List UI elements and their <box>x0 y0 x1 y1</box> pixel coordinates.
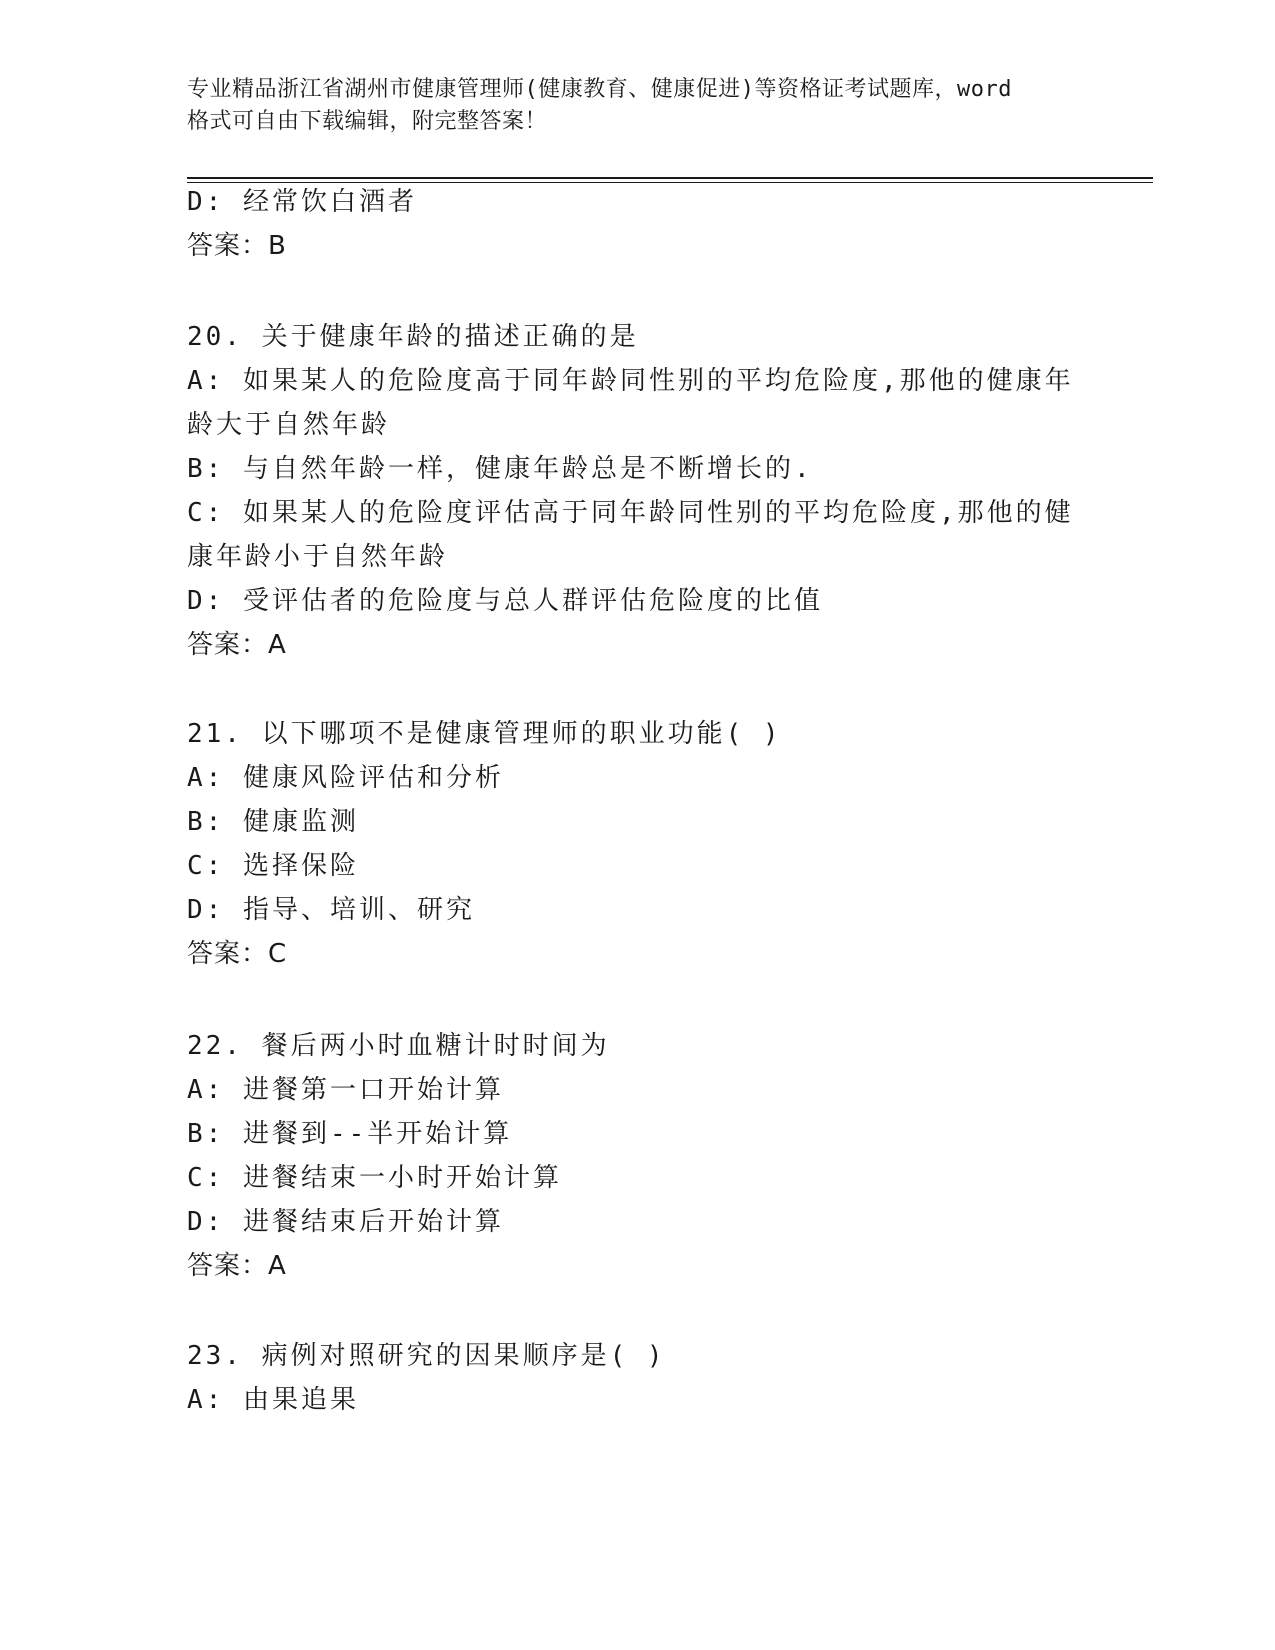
q20-option-c-line2: 康年龄小于自然年龄 <box>187 542 449 572</box>
q22-answer: 答案：A <box>187 1251 287 1281</box>
q20-option-d: D: 受评估者的危险度与总人群评估危险度的比值 <box>187 586 823 616</box>
q23-option-a: A: 由果追果 <box>187 1385 359 1415</box>
header-divider-thin <box>187 182 1153 183</box>
q19-option-d: D: 经常饮白酒者 <box>187 187 417 217</box>
q20-option-a-line1: A: 如果某人的危险度高于同年龄同性别的平均危险度,那他的健康年 <box>187 366 1074 396</box>
q22-option-c: C: 进餐结束一小时开始计算 <box>187 1163 562 1193</box>
q21-option-b: B: 健康监测 <box>187 807 359 837</box>
q20-option-a-line2: 龄大于自然年龄 <box>187 410 391 440</box>
header-line-2: 格式可自由下载编辑，附完整答案！ <box>187 109 548 134</box>
q22-option-a: A: 进餐第一口开始计算 <box>187 1075 504 1105</box>
q22-title: 22. 餐后两小时血糖计时时间为 <box>187 1031 610 1061</box>
q20-option-b: B: 与自然年龄一样，健康年龄总是不断增长的. <box>187 454 813 484</box>
q21-option-c: C: 选择保险 <box>187 851 359 881</box>
header-line-1: 专业精品浙江省湖州市健康管理师(健康教育、健康促进)等资格证考试题库，word <box>187 77 1012 102</box>
q21-option-d: D: 指导、培训、研究 <box>187 895 475 925</box>
q20-title: 20. 关于健康年龄的描述正确的是 <box>187 322 639 352</box>
header-divider-thick <box>187 177 1153 179</box>
document-header <box>187 74 1087 138</box>
q21-option-a: A: 健康风险评估和分析 <box>187 763 504 793</box>
q23-title: 23. 病例对照研究的因果顺序是( ) <box>187 1341 666 1371</box>
q22-option-d: D: 进餐结束后开始计算 <box>187 1207 504 1237</box>
q22-option-b: B: 进餐到--半开始计算 <box>187 1119 513 1149</box>
q20-answer: 答案：A <box>187 630 287 660</box>
q20-option-c-line1: C: 如果某人的危险度评估高于同年龄同性别的平均危险度,那他的健 <box>187 498 1074 528</box>
q21-answer: 答案：C <box>187 939 288 969</box>
q19-answer: 答案：B <box>187 231 287 261</box>
q21-title: 21. 以下哪项不是健康管理师的职业功能( ) <box>187 719 782 749</box>
